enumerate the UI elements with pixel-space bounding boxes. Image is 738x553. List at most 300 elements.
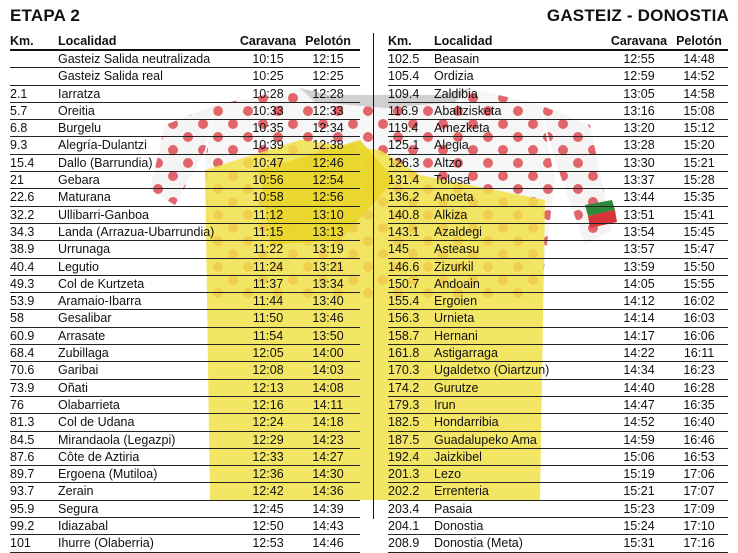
peloton-time-cell: 15:45: [683, 224, 715, 239]
locality-cell: Gasteiz Salida real: [58, 69, 163, 84]
km-cell: 73.9: [10, 380, 35, 395]
km-cell: 15.4: [10, 155, 35, 170]
caravan-time-cell: 12:24: [252, 415, 284, 430]
table-row: [10, 397, 360, 414]
caravan-time-cell: 14:22: [623, 346, 655, 361]
locality-cell: Dallo (Barrundia): [58, 155, 153, 170]
table-row: [10, 120, 360, 137]
locality-cell: Tolosa: [434, 173, 471, 188]
caravan-time-cell: 15:21: [623, 484, 655, 499]
km-cell: 161.8: [388, 346, 420, 361]
km-cell: 131.4: [388, 173, 420, 188]
table-body: [10, 51, 360, 553]
caravan-time-cell: 14:47: [623, 397, 655, 412]
km-cell: 6.8: [10, 121, 28, 136]
caravan-time-cell: 12:29: [252, 432, 284, 447]
table-row: [388, 501, 728, 518]
locality-cell: Zizurkil: [434, 259, 474, 274]
caravan-time-cell: 10:47: [252, 155, 284, 170]
locality-cell: Beasain: [434, 52, 480, 66]
locality-cell: Oreitia: [58, 103, 95, 118]
km-cell: 202.2: [388, 484, 420, 499]
peloton-time-cell: 12:34: [312, 121, 344, 136]
locality-cell: Maturana: [58, 190, 111, 205]
km-cell: 204.1: [388, 519, 420, 534]
table-row: [10, 380, 360, 397]
locality-cell: Donostia: [434, 519, 484, 534]
peloton-time-cell: 12:54: [312, 173, 344, 188]
locality-cell: Andoain: [434, 276, 480, 291]
peloton-time-cell: 15:47: [683, 242, 715, 257]
table-row: [10, 103, 360, 120]
peloton-time-cell: 16:28: [683, 380, 715, 395]
peloton-time-cell: 14:18: [312, 415, 344, 430]
caravan-time-cell: 14:34: [623, 363, 655, 378]
table-row: [10, 466, 360, 483]
table-row: [10, 137, 360, 154]
caravan-time-cell: 11:50: [252, 311, 284, 326]
km-cell: 53.9: [10, 294, 35, 309]
km-cell: 2.1: [10, 86, 28, 101]
locality-cell: Segura: [58, 501, 99, 516]
table-row: [388, 362, 728, 379]
peloton-time-cell: 15:12: [683, 121, 715, 136]
caravan-time-cell: 10:58: [252, 190, 284, 205]
table-header: [388, 33, 728, 51]
locality-cell: Jaizkibel: [434, 449, 482, 464]
peloton-time-cell: 14:36: [312, 484, 344, 499]
header-locality: Localidad: [434, 34, 493, 48]
km-cell: 170.3: [388, 363, 420, 378]
caravan-time-cell: 10:33: [252, 103, 284, 118]
locality-cell: Gurutze: [434, 380, 479, 395]
km-cell: 105.4: [388, 69, 420, 84]
header-caravan: Caravana: [610, 34, 668, 48]
table-row: [388, 466, 728, 483]
table-row: [10, 276, 360, 293]
locality-cell: Pasaia: [434, 501, 473, 516]
locality-cell: Col de Udana: [58, 415, 135, 430]
caravan-time-cell: 14:59: [623, 432, 655, 447]
locality-cell: Burgelu: [58, 121, 102, 136]
column-divider: [373, 33, 374, 519]
caravan-time-cell: 12:53: [252, 536, 284, 551]
km-cell: 125.1: [388, 138, 420, 153]
table-row: [10, 518, 360, 535]
locality-cell: Ihurre (Olaberria): [58, 536, 154, 551]
locality-cell: Guadalupeko Ama: [434, 432, 537, 447]
locality-cell: Gebara: [58, 173, 100, 188]
locality-cell: Ergoena (Mutiloa): [58, 467, 158, 482]
km-cell: 89.7: [10, 467, 35, 482]
km-cell: 145: [388, 242, 409, 257]
caravan-time-cell: 12:13: [252, 380, 284, 395]
locality-cell: Ergoien: [434, 294, 478, 309]
km-cell: 9.3: [10, 138, 28, 153]
locality-cell: Anoeta: [434, 190, 474, 205]
table-row: [388, 241, 728, 258]
table-row: [10, 293, 360, 310]
peloton-time-cell: 16:35: [683, 397, 715, 412]
peloton-time-cell: 17:07: [683, 484, 715, 499]
caravan-time-cell: 14:14: [623, 311, 655, 326]
table-row: [388, 120, 728, 137]
peloton-time-cell: 14:03: [312, 363, 344, 378]
caravan-time-cell: 12:36: [252, 467, 284, 482]
table-row: [388, 68, 728, 85]
km-cell: 182.5: [388, 415, 420, 430]
caravan-time-cell: 10:15: [252, 52, 284, 66]
peloton-time-cell: 15:50: [683, 259, 715, 274]
caravan-time-cell: 15:24: [623, 519, 655, 534]
peloton-time-cell: 12:56: [312, 190, 344, 205]
caravan-time-cell: 14:52: [623, 415, 655, 430]
locality-cell: Aramaio-Ibarra: [58, 294, 142, 309]
caravan-time-cell: 10:25: [252, 69, 284, 84]
locality-cell: Astigarraga: [434, 346, 498, 361]
locality-cell: Donostia (Meta): [434, 536, 523, 551]
peloton-time-cell: 13:19: [312, 242, 344, 257]
caravan-time-cell: 14:17: [623, 328, 655, 343]
caravan-time-cell: 10:35: [252, 121, 284, 136]
table-row: [388, 103, 728, 120]
locality-cell: Arrasate: [58, 328, 106, 343]
km-cell: 76: [10, 397, 24, 412]
locality-cell: Landa (Arrazua-Ubarrundia): [58, 224, 215, 239]
caravan-time-cell: 13:16: [623, 103, 655, 118]
peloton-time-cell: 12:28: [312, 86, 344, 101]
table-row: [10, 241, 360, 258]
km-cell: 32.2: [10, 207, 35, 222]
peloton-time-cell: 14:27: [312, 449, 344, 464]
schedule-table-right: [388, 33, 728, 553]
table-row: [388, 276, 728, 293]
peloton-time-cell: 13:13: [312, 224, 344, 239]
header-peloton: Pelotón: [305, 34, 351, 48]
table-row: [388, 414, 728, 431]
table-row: [388, 259, 728, 276]
table-row: [10, 362, 360, 379]
km-cell: 187.5: [388, 432, 420, 447]
table-row: [388, 137, 728, 154]
caravan-time-cell: 12:50: [252, 519, 284, 534]
peloton-time-cell: 15:35: [683, 190, 715, 205]
km-cell: 70.6: [10, 363, 35, 378]
peloton-time-cell: 12:38: [312, 138, 344, 153]
peloton-time-cell: 16:40: [683, 415, 715, 430]
locality-cell: Asteasu: [434, 242, 480, 257]
table-row: [388, 328, 728, 345]
caravan-time-cell: 12:16: [252, 397, 284, 412]
table-row: [10, 535, 360, 552]
caravan-time-cell: 12:59: [623, 69, 655, 84]
locality-cell: Garibai: [58, 363, 99, 378]
peloton-time-cell: 14:23: [312, 432, 344, 447]
table-row: [388, 155, 728, 172]
caravan-time-cell: 13:28: [623, 138, 655, 153]
km-cell: 208.9: [388, 536, 420, 551]
km-cell: 101: [10, 536, 31, 551]
peloton-time-cell: 14:46: [312, 536, 344, 551]
caravan-time-cell: 11:15: [252, 224, 284, 239]
peloton-time-cell: 12:33: [312, 103, 344, 118]
table-row: [10, 207, 360, 224]
caravan-time-cell: 10:56: [252, 173, 284, 188]
km-cell: 34.3: [10, 224, 35, 239]
km-cell: 58: [10, 311, 24, 326]
peloton-time-cell: 16:23: [683, 363, 715, 378]
km-cell: 192.4: [388, 449, 420, 464]
caravan-time-cell: 12:55: [623, 52, 655, 66]
caravan-time-cell: 12:05: [252, 346, 284, 361]
locality-cell: Amezketa: [434, 121, 490, 136]
stage-title: ETAPA 2: [10, 6, 81, 25]
caravan-time-cell: 12:42: [252, 484, 284, 499]
peloton-time-cell: 15:28: [683, 173, 715, 188]
km-cell: 140.8: [388, 207, 420, 222]
table-row: [388, 397, 728, 414]
table-row: [10, 51, 360, 68]
locality-cell: Zaldibia: [434, 86, 478, 101]
caravan-time-cell: 11:22: [252, 242, 284, 257]
peloton-time-cell: 17:06: [683, 467, 715, 482]
table-row: [10, 259, 360, 276]
locality-cell: Alegría-Dulantzi: [58, 138, 147, 153]
caravan-time-cell: 11:24: [252, 259, 284, 274]
table-row: [10, 155, 360, 172]
table-row: [388, 449, 728, 466]
peloton-time-cell: 16:11: [683, 346, 715, 361]
locality-cell: Errenteria: [434, 484, 489, 499]
table-row: [388, 293, 728, 310]
caravan-time-cell: 10:28: [252, 86, 284, 101]
table-row: [10, 483, 360, 500]
table-row: [388, 189, 728, 206]
route-title: GASTEIZ - DONOSTIA: [546, 6, 729, 25]
peloton-time-cell: 17:16: [683, 536, 715, 551]
table-header: [10, 33, 360, 51]
km-cell: 146.6: [388, 259, 420, 274]
table-row: [10, 68, 360, 85]
table-row: [10, 449, 360, 466]
locality-cell: Ugaldetxo (Oiartzun): [434, 363, 550, 378]
locality-cell: Ullibarri-Ganboa: [58, 207, 150, 222]
caravan-time-cell: 12:08: [252, 363, 284, 378]
locality-cell: Azaldegi: [434, 224, 482, 239]
caravan-time-cell: 13:57: [623, 242, 655, 257]
peloton-time-cell: 14:11: [312, 397, 344, 412]
header-km: Km.: [388, 34, 412, 48]
peloton-time-cell: 14:00: [312, 346, 344, 361]
locality-cell: Altzo: [434, 155, 462, 170]
km-cell: 150.7: [388, 276, 420, 291]
table-row: [388, 86, 728, 103]
locality-cell: Gesalibar: [58, 311, 112, 326]
peloton-time-cell: 15:55: [683, 276, 715, 291]
locality-cell: Gasteiz Salida neutralizada: [58, 52, 211, 66]
km-cell: 95.9: [10, 501, 35, 516]
locality-cell: Hernani: [434, 328, 478, 343]
peloton-time-cell: 14:58: [683, 86, 715, 101]
km-cell: 49.3: [10, 276, 35, 291]
peloton-time-cell: 15:41: [683, 207, 715, 222]
km-cell: 143.1: [388, 224, 420, 239]
locality-cell: Zerain: [58, 484, 94, 499]
peloton-time-cell: 13:46: [312, 311, 344, 326]
table-row: [10, 224, 360, 241]
caravan-time-cell: 10:39: [252, 138, 284, 153]
caravan-time-cell: 13:44: [623, 190, 655, 205]
header-caravan: Caravana: [239, 34, 297, 48]
caravan-time-cell: 15:19: [623, 467, 655, 482]
table-row: [10, 189, 360, 206]
caravan-time-cell: 15:06: [623, 449, 655, 464]
km-cell: 22.6: [10, 190, 35, 205]
km-cell: 99.2: [10, 519, 35, 534]
peloton-time-cell: 17:10: [683, 519, 715, 534]
caravan-time-cell: 12:45: [252, 501, 284, 516]
table-row: [10, 310, 360, 327]
table-body: [388, 51, 728, 553]
locality-cell: Zubillaga: [58, 346, 109, 361]
table-row: [10, 328, 360, 345]
peloton-time-cell: 16:06: [683, 328, 715, 343]
caravan-time-cell: 13:51: [623, 207, 655, 222]
table-row: [10, 432, 360, 449]
caravan-time-cell: 13:05: [623, 86, 655, 101]
km-cell: 60.9: [10, 328, 35, 343]
locality-cell: Irun: [434, 397, 456, 412]
table-row: [10, 501, 360, 518]
caravan-time-cell: 12:33: [252, 449, 284, 464]
table-row: [388, 224, 728, 241]
peloton-time-cell: 15:20: [683, 138, 715, 153]
table-row: [388, 535, 728, 552]
peloton-time-cell: 13:34: [312, 276, 344, 291]
table-row: [388, 345, 728, 362]
km-cell: 156.3: [388, 311, 420, 326]
locality-cell: Iarratza: [58, 86, 101, 101]
caravan-time-cell: 14:40: [623, 380, 655, 395]
km-cell: 81.3: [10, 415, 35, 430]
schedule-table-left: [10, 33, 360, 553]
table-row: [388, 310, 728, 327]
locality-cell: Urrunaga: [58, 242, 111, 257]
km-cell: 84.5: [10, 432, 35, 447]
locality-cell: Urnieta: [434, 311, 475, 326]
peloton-time-cell: 15:21: [683, 155, 715, 170]
peloton-time-cell: 12:15: [312, 52, 344, 66]
km-cell: 40.4: [10, 259, 35, 274]
caravan-time-cell: 11:12: [252, 207, 284, 222]
table-row: [388, 172, 728, 189]
caravan-time-cell: 13:37: [623, 173, 655, 188]
table-row: [388, 432, 728, 449]
locality-cell: Alegia: [434, 138, 469, 153]
locality-cell: Côte de Aztiria: [58, 449, 140, 464]
table-row: [388, 207, 728, 224]
table-row: [10, 414, 360, 431]
locality-cell: Olabarrieta: [58, 397, 120, 412]
km-cell: 102.5: [388, 52, 420, 66]
caravan-time-cell: 15:23: [623, 501, 655, 516]
peloton-time-cell: 14:08: [312, 380, 344, 395]
locality-cell: Ordizia: [434, 69, 474, 84]
table-row: [10, 86, 360, 103]
table-row: [10, 172, 360, 189]
table-row: [388, 518, 728, 535]
locality-cell: Col de Kurtzeta: [58, 276, 145, 291]
peloton-time-cell: 13:40: [312, 294, 344, 309]
header-peloton: Pelotón: [676, 34, 722, 48]
peloton-time-cell: 14:48: [683, 52, 715, 66]
km-cell: 21: [10, 173, 24, 188]
peloton-time-cell: 14:43: [312, 519, 344, 534]
km-cell: 203.4: [388, 501, 420, 516]
km-cell: 201.3: [388, 467, 420, 482]
km-cell: 116.9: [388, 103, 419, 118]
peloton-time-cell: 15:08: [683, 103, 715, 118]
peloton-time-cell: 16:02: [683, 294, 715, 309]
caravan-time-cell: 11:54: [252, 328, 284, 343]
peloton-time-cell: 14:39: [312, 501, 344, 516]
locality-cell: Lezo: [434, 467, 462, 482]
table-row: [388, 483, 728, 500]
peloton-time-cell: 12:46: [312, 155, 344, 170]
peloton-time-cell: 13:21: [312, 259, 344, 274]
caravan-time-cell: 14:05: [623, 276, 655, 291]
km-cell: 68.4: [10, 346, 35, 361]
locality-cell: Alkiza: [434, 207, 468, 222]
locality-cell: Oñati: [58, 380, 88, 395]
peloton-time-cell: 13:50: [312, 328, 344, 343]
caravan-time-cell: 13:30: [623, 155, 655, 170]
locality-cell: Legutio: [58, 259, 100, 274]
peloton-time-cell: 16:53: [683, 449, 715, 464]
locality-cell: Idiazabal: [58, 519, 109, 534]
caravan-time-cell: 11:44: [252, 294, 284, 309]
km-cell: 119.4: [388, 121, 419, 136]
locality-cell: Hondarribia: [434, 415, 499, 430]
km-cell: 155.4: [388, 294, 420, 309]
peloton-time-cell: 16:03: [683, 311, 715, 326]
table-row: [10, 345, 360, 362]
km-cell: 87.6: [10, 449, 35, 464]
header-km: Km.: [10, 34, 34, 48]
table-row: [388, 380, 728, 397]
peloton-time-cell: 17:09: [683, 501, 715, 516]
caravan-time-cell: 13:54: [623, 224, 655, 239]
locality-cell: Abaltzisketa: [434, 103, 502, 118]
locality-cell: Mirandaola (Legazpi): [58, 432, 176, 447]
peloton-time-cell: 16:46: [683, 432, 715, 447]
peloton-time-cell: 13:10: [312, 207, 344, 222]
header-locality: Localidad: [58, 34, 117, 48]
km-cell: 38.9: [10, 242, 35, 257]
km-cell: 158.7: [388, 328, 420, 343]
caravan-time-cell: 14:12: [623, 294, 655, 309]
caravan-time-cell: 13:59: [623, 259, 655, 274]
km-cell: 109.4: [388, 86, 420, 101]
peloton-time-cell: 12:25: [312, 69, 344, 84]
caravan-time-cell: 11:37: [252, 276, 284, 291]
km-cell: 179.3: [388, 397, 420, 412]
km-cell: 5.7: [10, 103, 28, 118]
table-row: [388, 51, 728, 68]
km-cell: 136.2: [388, 190, 420, 205]
caravan-time-cell: 15:31: [623, 536, 655, 551]
caravan-time-cell: 13:20: [623, 121, 655, 136]
